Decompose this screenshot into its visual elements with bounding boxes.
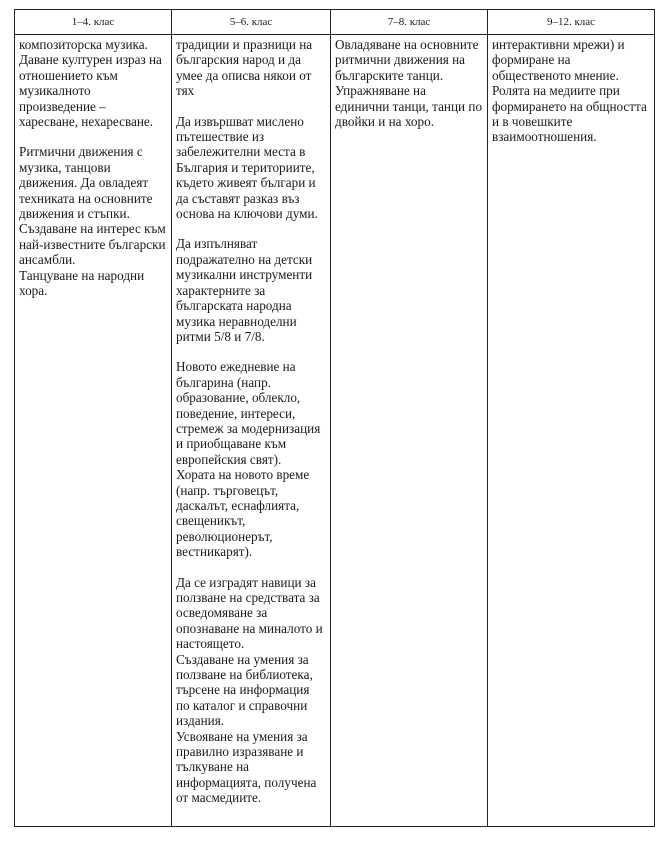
paragraph: Ролята на медиите при формирането на общността и в човешките взаимоотношения. [492, 83, 647, 145]
paragraph: Да се изградят навици за ползване на средствата за осведомяване за опознаване на миналото и настоящето. [176, 574, 323, 652]
paragraph: Да извършват мислено пътешествие из забележителни места в България и териториите, където живеят българи и да съставят разказ въз основа на ключови думи. [176, 113, 318, 222]
paragraph: Танцуване на народни хора. [19, 267, 145, 299]
header-grade-1-4: 1–4. клас [15, 10, 172, 35]
header-grade-7-8: 7–8. клас [331, 10, 488, 35]
cell-grade-7-8 [331, 35, 488, 827]
curriculum-table [14, 9, 655, 827]
paragraph: Упражняване на единични танци, танци по двойки и на хоро. [335, 83, 483, 130]
paragraph: Новото ежедневие на българина (напр. образование, облекло, поведение, интереси, стремеж за модернизация и приобщаване към европейския свят). [176, 359, 321, 467]
cell-grade-9-12 [488, 35, 655, 827]
paragraph: Овладяване на основните ритмични движения на българските танци. [335, 37, 479, 83]
cell-grade-5-6 [172, 35, 331, 827]
paragraph: Създаване на умения за ползване на библиотека, търсене на информация по каталог и справочни издания. [176, 651, 313, 729]
header-grade-5-6: 5–6. клас [172, 10, 331, 35]
paragraph: традиции и празници на българския народ и да умее да описва някои от тях [176, 37, 313, 99]
paragraph: Ритмични движения с музика, танцови движения. Да овладеят техниката на основните движения и стъпки. [19, 144, 153, 222]
header-grade-9-12: 9–12. клас [488, 10, 655, 35]
paragraph: Хората на новото време (напр. търговецът, даскалът, еснафлията, свещеникът, революционерът, вестникарят). [176, 467, 310, 560]
paragraph: Създаване на интерес към най-известните български ансамбли. [19, 221, 166, 268]
header-row [15, 10, 655, 35]
paragraph: Усвояване на умения за правилно изразяване и тълкуване на информацията, получена от масмедиите. [176, 728, 317, 806]
paragraph: композиторска музика. Даване културен израз на отношението към музикалното произведение – харесване, нехаресване. [19, 37, 162, 130]
paragraph: Да изпълняват подражателно на детски музикални инструменти характерните за българската народна музика неравноделни ритми 5/8 и 7/8. [176, 236, 313, 344]
cell-grade-1-4 [15, 35, 172, 827]
paragraph: интерактивни мрежи) и формиране на общественото мнение. [492, 37, 625, 83]
content-row [15, 35, 655, 827]
